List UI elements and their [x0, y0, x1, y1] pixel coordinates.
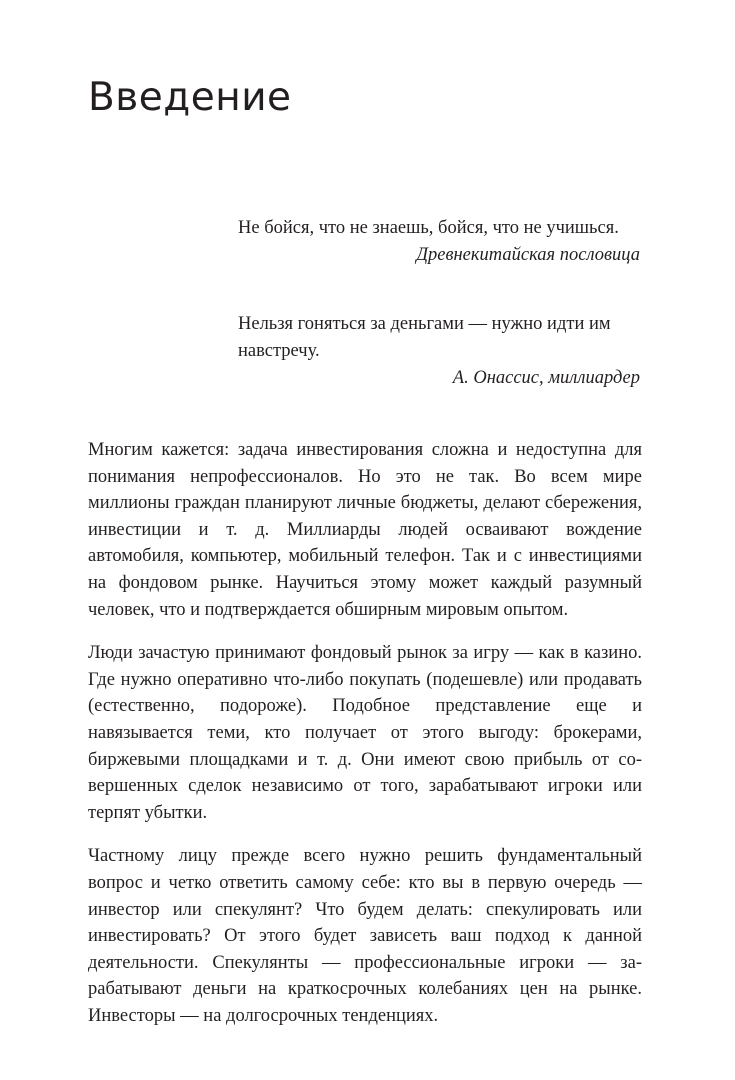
body-text	[88, 437, 642, 1046]
paragraph: Частному лицу прежде всего нужно решить фундаментальный вопрос и четко ответить самому себе: кто вы в первую очередь — инвестор или спекулянт? Что будем делать: спекулировать или инвестировать? От этого будет зависеть ваш подход к данной деятельности. Спекулянты — профессиональные игроки — зарабатывают деньги на краткосрочных колебаниях цен на рынке. Инвесторы — на долгосрочных тенденциях.	[88, 846, 642, 1026]
epigraph-attribution: Древнекитайская пословица	[416, 245, 640, 265]
epigraph-attribution: А. Онассис, миллиардер	[452, 368, 640, 388]
chapter-title: Введение	[88, 75, 292, 120]
paragraph: Люди зачастую принимают фондовый рынок за игру — как в казино. Где нужно оперативно что-либо покупать (подешевле) или продавать (естественно, подороже). Подобное представление еще и навязывается теми, кто получает от этого выгоду: брокерами, биржевыми площадками и т. д. Они имеют свою прибыль от совершенных сделок независимо от того, зарабатывают игроки или терпят убытки.	[88, 643, 642, 823]
epigraph-quote: Не бойся, что не знаешь, бойся, что не учишься.	[238, 218, 619, 238]
epigraph	[238, 215, 640, 269]
epigraph	[238, 311, 640, 392]
epigraph-quote: Нельзя гоняться за деньгами — нужно идти им навстречу.	[238, 314, 611, 361]
paragraph: Многим кажется: задача инвестирования сложна и недоступна для понимания непрофессионалов. Но это не так. Во всем мире миллионы граждан планируют личные бюджеты, делают сбережения, инвестиции и т. д. Миллиарды людей осваивают вождение автомобиля, компьютер, мобильный телефон. Так и с инвестициями на фондовом рынке. Научиться этому может каждый разумный человек, что и подтверждается обширным мировым опытом.	[88, 440, 642, 620]
